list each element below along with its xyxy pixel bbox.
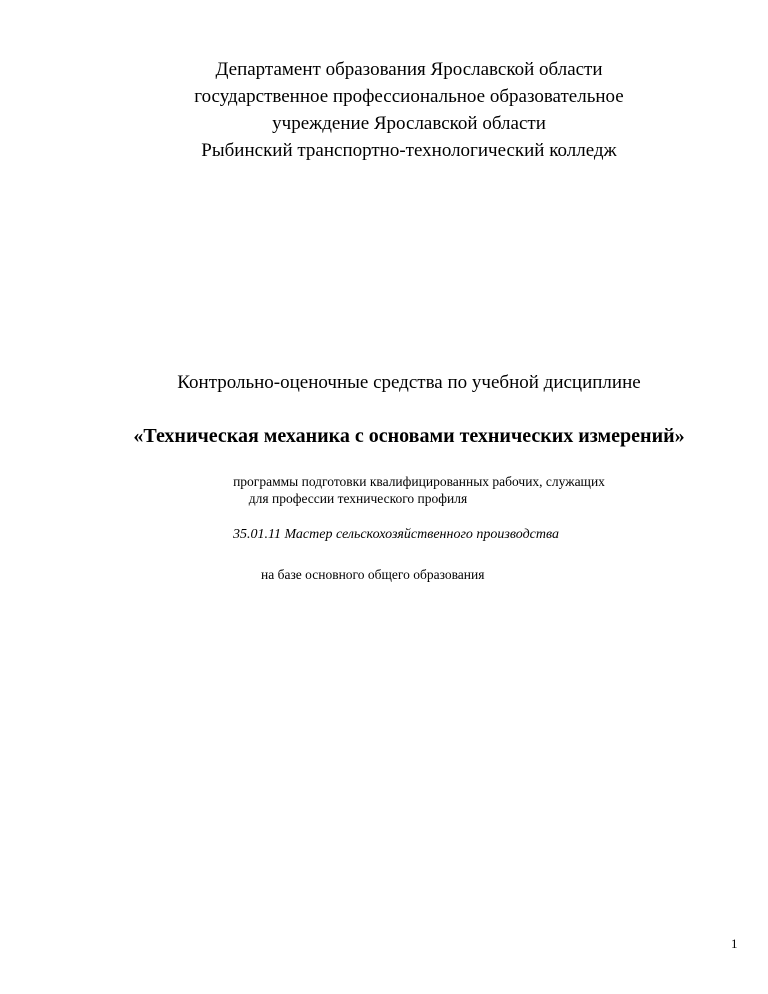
header-line-department: Департамент образования Ярославской области: [215, 59, 603, 80]
header-line-college-name: Рыбинский транспортно-технологический колледж: [201, 140, 617, 161]
profession-code: 35.01.11 Мастер сельскохозяйственного производства: [233, 527, 559, 542]
page-number: 1: [731, 936, 738, 951]
program-line-1: программы подготовки квалифицированных рабочих, служащих: [233, 474, 605, 489]
organization-header: [0, 56, 768, 164]
discipline-title: «Техническая механика с основами технических измерений»: [133, 425, 685, 447]
program-line-2: для профессии технического профиля: [248, 491, 468, 506]
document-type-title: Контрольно-оценочные средства по учебной дисциплине: [177, 372, 641, 393]
program-description: [0, 473, 768, 507]
base-education: на базе основного общего образования: [261, 567, 485, 582]
header-line-institution-region: учреждение Ярославской области: [272, 113, 546, 134]
header-line-institution-type: государственное профессиональное образовательное: [194, 86, 624, 107]
